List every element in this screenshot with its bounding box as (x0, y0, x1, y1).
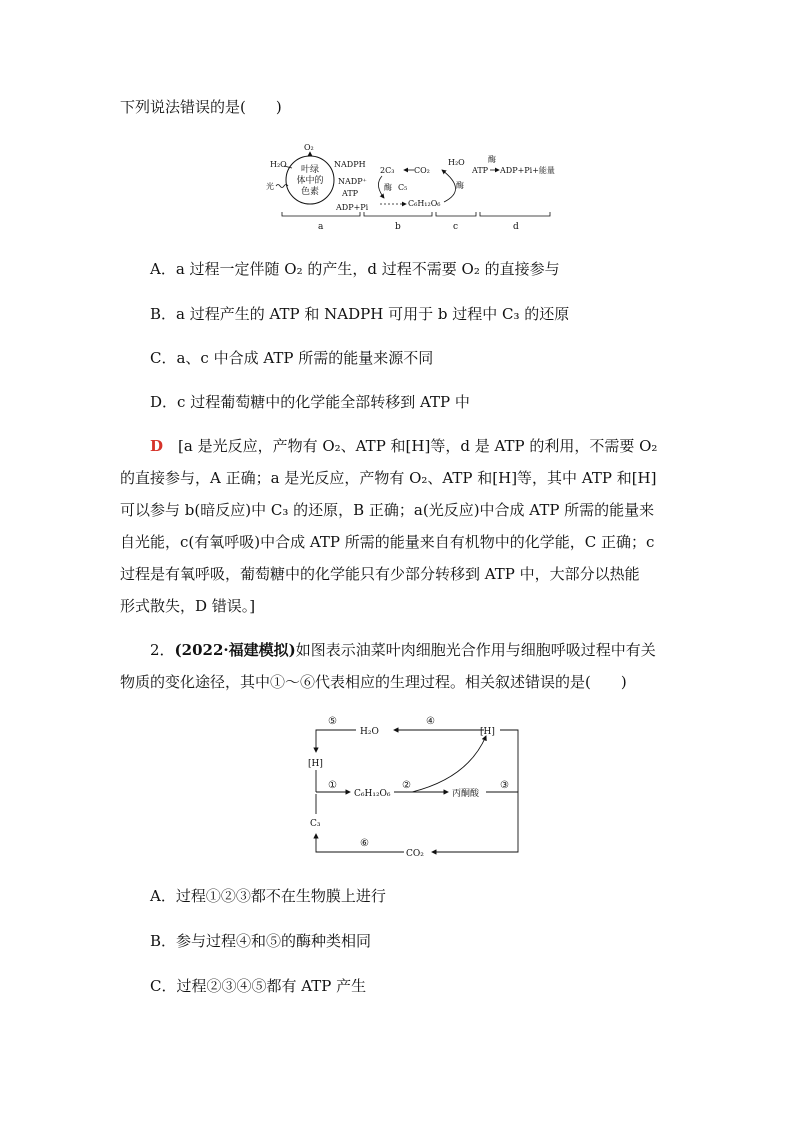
exp-line2: 的直接参与，A 正确；a 是光反应，产物有 O₂、ATP 和[H]等，其中 ATP 和[H] (120, 469, 657, 487)
metabolism-cycle-diagram (308, 708, 528, 860)
q2-option-b: B．参与过程④和⑤的酶种类相同 (150, 932, 372, 950)
label-c: c (453, 222, 459, 232)
label-d: d (513, 222, 519, 232)
h2o-label: H₂O (360, 727, 379, 737)
atp-label: ATP (342, 189, 359, 198)
water-label: H₂O (270, 160, 287, 169)
q2-source: (2022·福建模拟) (174, 641, 296, 659)
exp-line5: 过程是有氧呼吸，葡萄糖中的化学能只有少部分转移到 ATP 中，大部分以热能 (120, 565, 640, 583)
exp-line3: 可以参与 b(暗反应)中 C₃ 的还原，B 正确；a(光反应)中合成 ATP 所需的能量来 (120, 501, 655, 519)
water2-label: H₂O (448, 158, 465, 167)
label-a: a (318, 222, 324, 232)
label-b: b (395, 222, 401, 232)
light-label: 光 (266, 182, 274, 191)
enzyme2-label: 酶 (456, 181, 464, 190)
enzyme-label: 酶 (384, 183, 392, 192)
pyruvate-label: 丙酮酸 (452, 789, 480, 799)
co2-label: CO₂ (414, 166, 430, 175)
process-2: ② (402, 780, 411, 791)
c3-label2: C₃ (310, 819, 321, 829)
chloro-line3: 色素 (300, 187, 320, 197)
answer-letter: D (150, 437, 164, 455)
enzyme3-label: 酶 (488, 155, 496, 164)
chloro-line2: 体中的 (296, 176, 324, 186)
process-3: ③ (500, 780, 509, 791)
glucose-label2: C₆H₁₂O₆ (354, 789, 391, 799)
atp2-label: ATP (472, 166, 489, 175)
o2-label: O₂ (304, 143, 314, 152)
chloro-line1: 叶绿 (300, 165, 320, 175)
atp-out-label: ADP+Pi+能量 (500, 166, 555, 175)
q2-stem1: 如图表示油菜叶肉细胞光合作用与细胞呼吸过程中有关 (295, 641, 656, 659)
q2-option-a: A．过程①②③都不在生物膜上进行 (150, 887, 386, 905)
photosynthesis-diagram (262, 140, 562, 236)
q2-stem-line1 (150, 640, 656, 660)
q1-option-a: A．a 过程一定伴随 O₂ 的产生，d 过程不需要 O₂ 的直接参与 (150, 260, 560, 278)
q1-option-d: D．c 过程葡萄糖中的化学能全部转移到 ATP 中 (150, 393, 470, 411)
question-intro: 下列说法错误的是( ) (120, 98, 282, 116)
q1-explanation-line1 (150, 436, 657, 456)
process-4: ④ (426, 716, 435, 727)
exp-line1: [a 是光反应，产物有 O₂、ATP 和[H]等，d 是 ATP 的利用，不需要 O₂ (178, 437, 658, 455)
q2-number: 2． (150, 641, 175, 659)
nadp-label: NADP⁺ (338, 177, 367, 186)
q1-option-b: B．a 过程产生的 ATP 和 NADPH 可用于 b 过程中 C₃ 的还原 (150, 305, 570, 323)
q2-option-c: C．过程②③④⑤都有 ATP 产生 (150, 977, 367, 995)
glucose-label: C₆H₁₂O₆ (408, 199, 441, 208)
co2-label2: CO₂ (406, 849, 424, 859)
q2-stem-line2: 物质的变化途径，其中①～⑥代表相应的生理过程。相关叙述错误的是( ) (120, 673, 627, 691)
process-6: ⑥ (360, 838, 369, 849)
exp-line6: 形式散失，D 错误。] (120, 597, 256, 615)
process-1: ① (328, 780, 337, 791)
nadph-label: NADPH (334, 160, 366, 169)
h-top-label: [H] (480, 727, 495, 737)
h-left-label: [H] (308, 759, 323, 769)
process-5: ⑤ (328, 716, 337, 727)
q1-option-c: C．a、c 中合成 ATP 所需的能量来源不同 (150, 349, 434, 367)
c3-label: 2C₃ (380, 166, 395, 175)
c5-label: C₅ (398, 183, 408, 192)
adp-pi-label: ADP+Pi (336, 203, 369, 212)
exp-line4: 自光能，c(有氧呼吸)中合成 ATP 所需的能量来自有机物中的化学能，C 正确；c (120, 533, 655, 551)
